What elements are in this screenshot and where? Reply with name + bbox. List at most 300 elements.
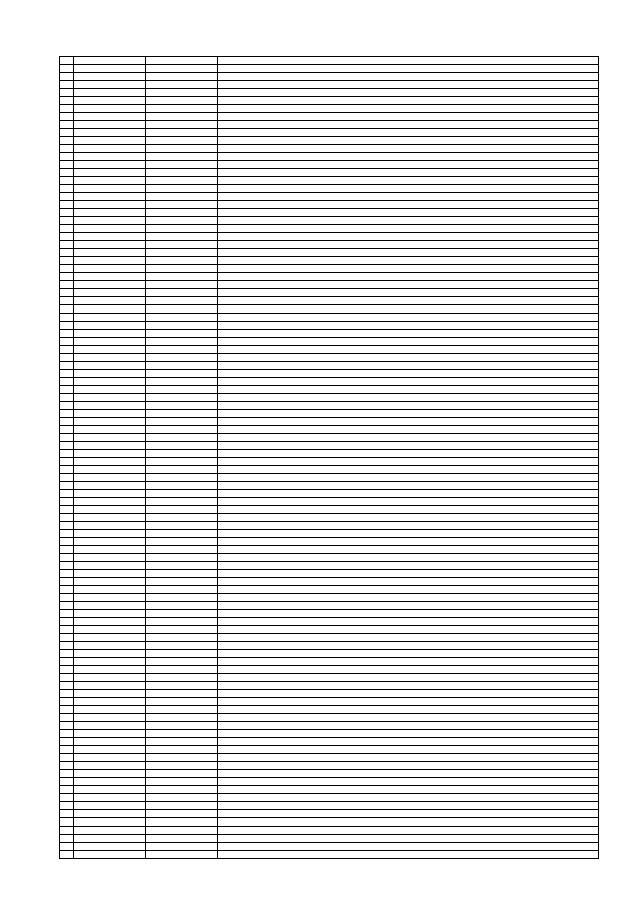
cadastral-number-cell <box>74 738 146 746</box>
row-number-cell <box>60 297 74 305</box>
cadastral-number-cell <box>74 634 146 642</box>
cadastral-number-2-cell <box>146 842 218 850</box>
table-row <box>60 385 599 393</box>
row-number-cell <box>60 89 74 97</box>
cadastral-number-cell <box>74 217 146 225</box>
cadastral-number-2-cell <box>146 674 218 682</box>
cadastral-number-2-cell <box>146 273 218 281</box>
cadastral-number-2-cell <box>146 65 218 73</box>
address-cell <box>218 417 599 425</box>
table-row <box>60 834 599 842</box>
cadastral-number-cell <box>74 289 146 297</box>
table-row <box>60 481 599 489</box>
row-number-cell <box>60 666 74 674</box>
address-cell <box>218 65 599 73</box>
table-row <box>60 145 599 153</box>
cadastral-number-cell <box>74 578 146 586</box>
row-number-cell <box>60 241 74 249</box>
address-cell <box>218 105 599 113</box>
cadastral-number-2-cell <box>146 706 218 714</box>
address-cell <box>218 129 599 137</box>
cadastral-number-cell <box>74 834 146 842</box>
cadastral-number-2-cell <box>146 353 218 361</box>
cadastral-number-2-cell <box>146 257 218 265</box>
table-row <box>60 105 599 113</box>
cadastral-number-2-cell <box>146 225 218 233</box>
cadastral-number-2-cell <box>146 337 218 345</box>
cadastral-number-cell <box>74 121 146 129</box>
table-row <box>60 666 599 674</box>
address-cell <box>218 537 599 545</box>
cadastral-number-2-cell <box>146 786 218 794</box>
cadastral-number-cell <box>74 305 146 313</box>
row-number-cell <box>60 73 74 81</box>
address-cell <box>218 618 599 626</box>
table-row <box>60 241 599 249</box>
cadastral-number-2-cell <box>146 121 218 129</box>
table-row <box>60 738 599 746</box>
table-row <box>60 754 599 762</box>
table-row <box>60 505 599 513</box>
cadastral-number-cell <box>74 521 146 529</box>
address-cell <box>218 281 599 289</box>
table-row <box>60 161 599 169</box>
table-row <box>60 233 599 241</box>
row-number-cell <box>60 361 74 369</box>
cadastral-number-cell <box>74 642 146 650</box>
cadastral-number-cell <box>74 409 146 417</box>
table-row <box>60 129 599 137</box>
address-cell <box>218 153 599 161</box>
table-row <box>60 642 599 650</box>
address-cell <box>218 513 599 521</box>
cadastral-number-cell <box>74 690 146 698</box>
table-row <box>60 810 599 818</box>
cadastral-number-2-cell <box>146 441 218 449</box>
row-number-cell <box>60 754 74 762</box>
cadastral-number-2-cell <box>146 666 218 674</box>
row-number-cell <box>60 674 74 682</box>
row-number-cell <box>60 794 74 802</box>
cadastral-number-cell <box>74 449 146 457</box>
table-row <box>60 225 599 233</box>
row-number-cell <box>60 57 74 65</box>
cadastral-number-cell <box>74 241 146 249</box>
table-row <box>60 626 599 634</box>
cadastral-number-cell <box>74 257 146 265</box>
cadastral-number-2-cell <box>146 153 218 161</box>
cadastral-number-2-cell <box>146 481 218 489</box>
row-number-cell <box>60 153 74 161</box>
cadastral-number-cell <box>74 610 146 618</box>
cadastral-number-cell <box>74 361 146 369</box>
address-cell <box>218 602 599 610</box>
address-cell <box>218 409 599 417</box>
table-row <box>60 586 599 594</box>
cadastral-number-cell <box>74 441 146 449</box>
address-cell <box>218 650 599 658</box>
cadastral-number-2-cell <box>146 193 218 201</box>
table-row <box>60 770 599 778</box>
row-number-cell <box>60 201 74 209</box>
row-number-cell <box>60 634 74 642</box>
cadastral-number-2-cell <box>146 465 218 473</box>
row-number-cell <box>60 433 74 441</box>
cadastral-number-2-cell <box>146 361 218 369</box>
row-number-cell <box>60 537 74 545</box>
cadastral-number-2-cell <box>146 137 218 145</box>
cadastral-number-2-cell <box>146 826 218 834</box>
table-row <box>60 81 599 89</box>
cadastral-number-cell <box>74 97 146 105</box>
table-row <box>60 273 599 281</box>
row-number-cell <box>60 802 74 810</box>
address-cell <box>218 337 599 345</box>
address-cell <box>218 770 599 778</box>
table-row <box>60 113 599 121</box>
cadastral-number-cell <box>74 249 146 257</box>
address-cell <box>218 561 599 569</box>
row-number-cell <box>60 337 74 345</box>
cadastral-number-2-cell <box>146 489 218 497</box>
row-number-cell <box>60 209 74 217</box>
cadastral-number-2-cell <box>146 690 218 698</box>
address-cell <box>218 746 599 754</box>
row-number-cell <box>60 489 74 497</box>
address-cell <box>218 754 599 762</box>
table-row <box>60 561 599 569</box>
cadastral-number-cell <box>74 145 146 153</box>
row-number-cell <box>60 586 74 594</box>
address-cell <box>218 257 599 265</box>
row-number-cell <box>60 273 74 281</box>
address-cell <box>218 169 599 177</box>
cadastral-number-2-cell <box>146 834 218 842</box>
address-cell <box>218 521 599 529</box>
cadastral-number-2-cell <box>146 105 218 113</box>
cadastral-number-cell <box>74 57 146 65</box>
row-number-cell <box>60 121 74 129</box>
row-number-cell <box>60 313 74 321</box>
cadastral-number-cell <box>74 810 146 818</box>
row-number-cell <box>60 810 74 818</box>
address-cell <box>218 666 599 674</box>
row-number-cell <box>60 81 74 89</box>
row-number-cell <box>60 786 74 794</box>
cadastral-number-cell <box>74 129 146 137</box>
cadastral-number-2-cell <box>146 586 218 594</box>
table-row <box>60 433 599 441</box>
row-number-cell <box>60 770 74 778</box>
cadastral-number-cell <box>74 529 146 537</box>
address-register-body <box>60 57 599 859</box>
cadastral-number-cell <box>74 674 146 682</box>
table-row <box>60 457 599 465</box>
table-row <box>60 313 599 321</box>
address-cell <box>218 57 599 65</box>
address-cell <box>218 433 599 441</box>
table-row <box>60 497 599 505</box>
table-row <box>60 249 599 257</box>
row-number-cell <box>60 289 74 297</box>
address-cell <box>218 642 599 650</box>
row-number-cell <box>60 618 74 626</box>
cadastral-number-cell <box>74 201 146 209</box>
table-row <box>60 97 599 105</box>
table-row <box>60 57 599 65</box>
cadastral-number-2-cell <box>146 634 218 642</box>
table-row <box>60 425 599 433</box>
row-number-cell <box>60 690 74 698</box>
address-cell <box>218 545 599 553</box>
cadastral-number-2-cell <box>146 730 218 738</box>
row-number-cell <box>60 578 74 586</box>
cadastral-number-cell <box>74 794 146 802</box>
cadastral-number-cell <box>74 561 146 569</box>
cadastral-number-cell <box>74 778 146 786</box>
address-register-table <box>59 56 599 859</box>
row-number-cell <box>60 233 74 241</box>
row-number-cell <box>60 345 74 353</box>
row-number-cell <box>60 185 74 193</box>
cadastral-number-2-cell <box>146 529 218 537</box>
row-number-cell <box>60 265 74 273</box>
table-row <box>60 361 599 369</box>
address-cell <box>218 586 599 594</box>
table-row <box>60 778 599 786</box>
cadastral-number-cell <box>74 297 146 305</box>
row-number-cell <box>60 385 74 393</box>
table-row <box>60 618 599 626</box>
address-cell <box>218 778 599 786</box>
address-cell <box>218 834 599 842</box>
address-cell <box>218 594 599 602</box>
address-cell <box>218 674 599 682</box>
table-row <box>60 578 599 586</box>
address-cell <box>218 81 599 89</box>
address-cell <box>218 505 599 513</box>
cadastral-number-cell <box>74 385 146 393</box>
cadastral-number-cell <box>74 698 146 706</box>
address-cell <box>218 578 599 586</box>
row-number-cell <box>60 217 74 225</box>
row-number-cell <box>60 97 74 105</box>
row-number-cell <box>60 177 74 185</box>
cadastral-number-cell <box>74 770 146 778</box>
address-cell <box>218 842 599 850</box>
row-number-cell <box>60 401 74 409</box>
table-row <box>60 417 599 425</box>
cadastral-number-2-cell <box>146 650 218 658</box>
row-number-cell <box>60 441 74 449</box>
cadastral-number-cell <box>74 185 146 193</box>
address-cell <box>218 145 599 153</box>
cadastral-number-2-cell <box>146 545 218 553</box>
table-row <box>60 289 599 297</box>
cadastral-number-2-cell <box>146 698 218 706</box>
table-row <box>60 706 599 714</box>
cadastral-number-cell <box>74 626 146 634</box>
cadastral-number-2-cell <box>146 561 218 569</box>
row-number-cell <box>60 658 74 666</box>
cadastral-number-cell <box>74 233 146 241</box>
address-cell <box>218 457 599 465</box>
cadastral-number-2-cell <box>146 385 218 393</box>
table-row <box>60 281 599 289</box>
cadastral-number-cell <box>74 730 146 738</box>
table-row <box>60 537 599 545</box>
table-row <box>60 401 599 409</box>
row-number-cell <box>60 409 74 417</box>
address-cell <box>218 794 599 802</box>
table-row <box>60 674 599 682</box>
address-cell <box>218 690 599 698</box>
cadastral-number-2-cell <box>146 802 218 810</box>
cadastral-number-cell <box>74 714 146 722</box>
row-number-cell <box>60 129 74 137</box>
table-row <box>60 449 599 457</box>
cadastral-number-cell <box>74 762 146 770</box>
cadastral-number-2-cell <box>146 57 218 65</box>
address-cell <box>218 289 599 297</box>
cadastral-number-2-cell <box>146 377 218 385</box>
cadastral-number-2-cell <box>146 417 218 425</box>
address-cell <box>218 682 599 690</box>
cadastral-number-cell <box>74 842 146 850</box>
table-row <box>60 337 599 345</box>
cadastral-number-cell <box>74 329 146 337</box>
cadastral-number-cell <box>74 473 146 481</box>
table-row <box>60 345 599 353</box>
table-row <box>60 746 599 754</box>
cadastral-number-2-cell <box>146 778 218 786</box>
cadastral-number-2-cell <box>146 521 218 529</box>
cadastral-number-2-cell <box>146 658 218 666</box>
table-row <box>60 177 599 185</box>
cadastral-number-cell <box>74 658 146 666</box>
table-row <box>60 570 599 578</box>
cadastral-number-cell <box>74 353 146 361</box>
cadastral-number-2-cell <box>146 642 218 650</box>
cadastral-number-2-cell <box>146 401 218 409</box>
row-number-cell <box>60 457 74 465</box>
cadastral-number-cell <box>74 706 146 714</box>
address-cell <box>218 385 599 393</box>
cadastral-number-2-cell <box>146 201 218 209</box>
table-row <box>60 802 599 810</box>
row-number-cell <box>60 513 74 521</box>
cadastral-number-2-cell <box>146 818 218 826</box>
address-cell <box>218 321 599 329</box>
cadastral-number-2-cell <box>146 289 218 297</box>
row-number-cell <box>60 105 74 113</box>
table-row <box>60 465 599 473</box>
table-row <box>60 137 599 145</box>
cadastral-number-2-cell <box>146 281 218 289</box>
cadastral-number-cell <box>74 321 146 329</box>
row-number-cell <box>60 706 74 714</box>
address-cell <box>218 489 599 497</box>
row-number-cell <box>60 561 74 569</box>
address-cell <box>218 249 599 257</box>
table-row <box>60 297 599 305</box>
address-cell <box>218 393 599 401</box>
address-cell <box>218 738 599 746</box>
table-row <box>60 121 599 129</box>
table-row <box>60 722 599 730</box>
cadastral-number-cell <box>74 553 146 561</box>
address-cell <box>218 273 599 281</box>
cadastral-number-cell <box>74 802 146 810</box>
table-row <box>60 730 599 738</box>
address-cell <box>218 297 599 305</box>
address-cell <box>218 97 599 105</box>
cadastral-number-2-cell <box>146 265 218 273</box>
address-cell <box>218 553 599 561</box>
address-cell <box>218 786 599 794</box>
cadastral-number-2-cell <box>146 618 218 626</box>
table-row <box>60 305 599 313</box>
table-row <box>60 169 599 177</box>
cadastral-number-2-cell <box>146 497 218 505</box>
row-number-cell <box>60 650 74 658</box>
row-number-cell <box>60 137 74 145</box>
cadastral-number-2-cell <box>146 233 218 241</box>
cadastral-number-2-cell <box>146 297 218 305</box>
address-cell <box>218 626 599 634</box>
cadastral-number-cell <box>74 105 146 113</box>
cadastral-number-2-cell <box>146 537 218 545</box>
address-cell <box>218 329 599 337</box>
row-number-cell <box>60 570 74 578</box>
cadastral-number-2-cell <box>146 810 218 818</box>
cadastral-number-cell <box>74 401 146 409</box>
cadastral-number-2-cell <box>146 714 218 722</box>
cadastral-number-cell <box>74 682 146 690</box>
cadastral-number-2-cell <box>146 754 218 762</box>
table-row <box>60 545 599 553</box>
cadastral-number-cell <box>74 537 146 545</box>
cadastral-number-cell <box>74 225 146 233</box>
row-number-cell <box>60 169 74 177</box>
cadastral-number-2-cell <box>146 145 218 153</box>
cadastral-number-2-cell <box>146 209 218 217</box>
cadastral-number-2-cell <box>146 610 218 618</box>
cadastral-number-2-cell <box>146 393 218 401</box>
cadastral-number-cell <box>74 786 146 794</box>
table-row <box>60 321 599 329</box>
row-number-cell <box>60 481 74 489</box>
table-row <box>60 714 599 722</box>
cadastral-number-2-cell <box>146 97 218 105</box>
table-row <box>60 409 599 417</box>
table-row <box>60 553 599 561</box>
table-row <box>60 594 599 602</box>
cadastral-number-2-cell <box>146 305 218 313</box>
cadastral-number-2-cell <box>146 329 218 337</box>
address-cell <box>218 233 599 241</box>
address-cell <box>218 465 599 473</box>
cadastral-number-cell <box>74 81 146 89</box>
cadastral-number-2-cell <box>146 113 218 121</box>
table-row <box>60 65 599 73</box>
cadastral-number-2-cell <box>146 313 218 321</box>
table-row <box>60 209 599 217</box>
row-number-cell <box>60 425 74 433</box>
address-cell <box>218 698 599 706</box>
cadastral-number-2-cell <box>146 578 218 586</box>
cadastral-number-2-cell <box>146 345 218 353</box>
